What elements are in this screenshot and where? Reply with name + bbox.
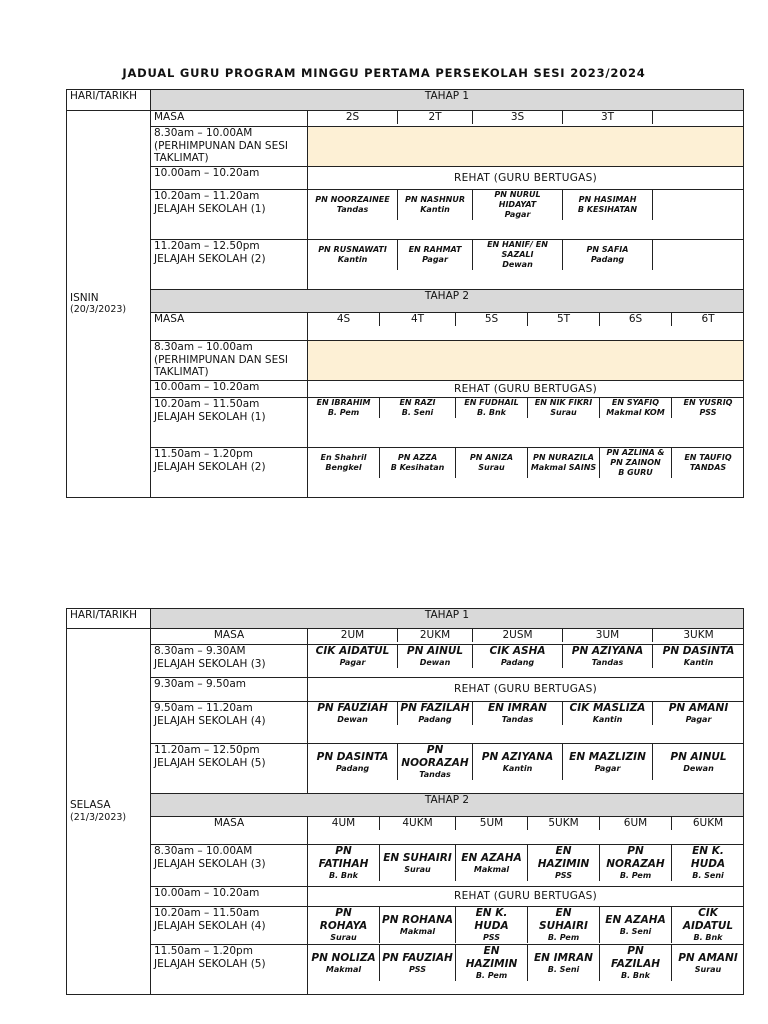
teacher-name: EN IMRAN [534,951,593,964]
duty-cell [653,190,744,220]
teacher-name: PN NORAZAH [606,845,665,870]
time-slot [151,702,308,744]
duty-cell [308,702,398,725]
duty-location: PSS [554,871,573,880]
day-cell [67,111,151,498]
duty-location: Makmal SAINS [530,463,597,472]
teacher-name: PN NURUL HIDAYAT [494,190,541,209]
time-range: 10.00am – 10.20am [154,167,260,179]
duty-row [308,845,744,887]
duty-location: B. Seni [401,408,434,417]
day-date: (21/3/2023) [70,811,127,823]
duty-location: TANDAS [689,463,727,472]
teacher-name: EN TAUFIQ [684,453,732,462]
time-slot [151,678,308,702]
activity-label: JELAJAH SEKOLAH (5) [154,957,266,970]
class-name: 2S [308,111,398,124]
duty-location: Dewan [337,715,368,724]
class-header-row [308,111,744,127]
rehat-cell: REHAT (GURU BERTUGAS) [308,678,744,702]
duty-location: Makmal [473,864,510,874]
time-slot [151,398,308,448]
masa-label: MASA [151,629,308,645]
teacher-name: PN FAUZIAH [382,951,453,964]
time-range: 9.50am – 11.20am [154,702,253,714]
teacher-name: PN FAZILAH [610,945,661,970]
duty-cell [308,190,398,220]
time-slot [151,240,308,290]
duty-cell [600,845,672,881]
duty-location: PSS [699,408,717,417]
class-header-row [308,313,744,341]
teacher-name: PN HASIMAH [578,195,637,204]
class-name: 5T [528,313,600,326]
day-name: SELASA [70,799,111,811]
time-slot [151,907,308,945]
class-name: 6S [600,313,672,326]
teacher-name: EN RAHMAT [408,245,462,254]
duty-cell [380,845,456,881]
duty-cell [398,240,473,270]
duty-cell [308,645,398,668]
time-range: 11.50am – 1.20pm [154,448,253,460]
teacher-name: PN AZZA [397,453,438,462]
class-header-row [308,629,744,645]
teacher-name: PN SAFIA [586,245,629,254]
duty-location: Pagar [685,715,712,724]
duty-cell [600,945,672,981]
page-title: JADUAL GURU PROGRAM MINGGU PERTAMA PERSEKOLAH SESI 2023/2024 [122,66,646,80]
teacher-name: PN FAUZIAH [317,702,388,714]
time-range: 11.20am – 12.50pm [154,240,260,252]
duty-location: Kantin [592,715,623,724]
class-name: 4UKM [380,817,456,830]
duty-row [308,645,744,678]
duty-cell [398,190,473,220]
duty-location: Pagar [422,255,448,264]
teacher-name: EN RAZI [399,398,436,407]
duty-row [308,398,744,448]
duty-location: B. Bnk [693,933,723,942]
duty-location: Kantin [683,658,714,667]
duty-location: Makmal [325,964,362,974]
duty-location: B. Bnk [476,408,507,417]
tahap-header: TAHAP 2 [151,290,744,313]
duty-cell [380,398,456,418]
teacher-name: PN NOLIZA [311,951,376,964]
teacher-name: CIK MASLIZA [569,702,646,714]
schedule-table [66,608,744,995]
time-slot [151,127,308,167]
class-name: 2T [398,111,473,124]
teacher-name: EN SUHAIRI [383,851,452,864]
teacher-name: EN HAZIMIN [465,945,518,970]
duty-location: B. Pem [327,408,360,417]
rehat-cell: REHAT (GURU BERTUGAS) [308,381,744,398]
class-name: 6UM [600,817,672,830]
time-range: 9.30am – 9.50am [154,678,247,690]
duty-cell [308,845,380,881]
duty-location: Padang [590,255,625,264]
duty-cell [398,702,473,725]
hari-header: HARI/TARIKH [67,90,151,111]
duty-location: Makmal KOM [606,408,665,417]
duty-row [308,448,744,498]
time-slot [151,448,308,498]
duty-location: Pagar [594,763,621,773]
teacher-name: EN HAZIMIN [537,845,590,870]
teacher-name: CIK AIDATUL [315,645,390,657]
teacher-name: EN FUDHAIL [464,398,519,407]
hari-header: HARI/TARIKH [67,609,151,629]
duty-location: Pagar [504,210,531,219]
teacher-name: EN SUHAIRI [539,907,588,932]
duty-cell [672,448,744,478]
duty-row [308,907,744,945]
teacher-name: PN NURAZILA [533,453,594,462]
duty-location: Dewan [419,658,451,667]
duty-cell [672,398,744,418]
assembly-cell [308,127,744,167]
duty-cell [600,448,672,478]
duty-cell [600,398,672,418]
duty-location: B. Bnk [328,871,359,880]
time-range: 10.20am – 11.50am [154,907,260,919]
duty-cell [528,945,600,981]
time-slot [151,341,308,381]
class-header-row [308,817,744,845]
duty-cell [456,907,528,943]
duty-cell [456,398,528,418]
time-slot [151,167,308,190]
class-name: 2USM [473,629,563,642]
duty-cell [653,744,744,780]
duty-location: Surau [404,864,431,874]
day-cell [67,629,151,995]
class-name: 4UM [308,817,380,830]
time-slot [151,945,308,995]
activity-label: JELAJAH SEKOLAH (2) [154,460,266,473]
teacher-name: EN K. HUDA [474,907,509,932]
assembly-cell [308,341,744,381]
teacher-name: EN AZAHA [461,851,522,864]
duty-location: Makmal [399,926,436,936]
duty-cell [473,702,563,725]
masa-label: MASA [151,111,308,127]
class-name: 6T [701,313,715,325]
duty-location: Padang [335,763,370,773]
teacher-name: CIK AIDATUL [682,907,734,932]
duty-location: B. Seni [619,926,652,936]
class-name: 3S [473,111,563,124]
duty-location: Bengkel [325,463,362,472]
class-name: 3T [563,111,653,124]
class-name: 4S [308,313,380,326]
teacher-name: PN RUSNAWATI [318,245,387,254]
teacher-name: En Shahril [320,453,367,462]
duty-location: B. Seni [692,871,724,880]
duty-location: Surau [478,463,505,472]
duty-cell [308,945,380,981]
teacher-name: EN IBRAHIM [316,398,371,407]
teacher-name: PN FAZILAH [400,702,470,714]
time-slot [151,190,308,240]
duty-location: B Kesihatan [390,463,445,472]
time-range: 8.30am – 10.00AM [154,127,253,139]
duty-cell [473,240,563,270]
duty-location: Surau [330,933,357,942]
day-name: ISNIN [70,291,99,304]
activity-label: (PERHIMPUNAN DAN SESI TAKLIMAT) [154,353,288,378]
teacher-name: PN DASINTA [662,645,735,657]
teacher-name: PN FATIHAH [318,845,369,870]
duty-cell [308,448,380,478]
teacher-name: EN NIK FIKRI [534,398,593,407]
masa-label: MASA [151,817,308,845]
duty-location: Pagar [339,658,366,667]
duty-location: Kantin [420,205,450,214]
duty-cell [398,744,473,780]
duty-location: Dewan [683,763,714,773]
time-slot [151,845,308,887]
class-name: 6UKM [692,817,724,829]
class-name: 3UM [563,629,653,642]
duty-location: Padang [418,715,452,724]
teacher-name: PN AZIYANA [481,750,554,763]
class-name: 5UKM [528,817,600,830]
activity-label: JELAJAH SEKOLAH (1) [154,410,266,423]
activity-label: JELAJAH SEKOLAH (3) [154,657,266,670]
duty-cell [398,645,473,668]
time-range: 10.00am – 10.20am [154,887,260,899]
duty-cell [653,702,744,725]
duty-location: B. Pem [475,971,508,980]
activity-label: JELAJAH SEKOLAH (2) [154,252,266,265]
teacher-name: PN AZIYANA [571,645,644,657]
duty-location: Tandas [419,770,451,779]
activity-label: JELAJAH SEKOLAH (4) [154,919,266,932]
masa-label: MASA [151,313,308,341]
teacher-name: EN K. HUDA [690,845,726,870]
duty-location: PSS [408,964,427,974]
teacher-name: EN MAZLIZIN [569,750,646,763]
time-range: 11.50am – 1.20pm [154,945,253,957]
duty-cell [563,190,653,220]
activity-label: (PERHIMPUNAN DAN SESI TAKLIMAT) [154,139,288,164]
teacher-name: EN YUSRIQ [683,398,733,407]
time-range: 10.20am – 11.20am [154,190,260,202]
teacher-name: PN AINUL [670,750,727,763]
duty-location: Dewan [502,260,533,269]
duty-cell [380,448,456,478]
duty-cell [653,240,744,270]
duty-cell [672,907,744,943]
class-name [653,111,744,124]
time-range: 10.00am – 10.20am [154,381,260,393]
duty-cell [473,645,563,668]
duty-row [308,702,744,744]
teacher-name: CIK ASHA [489,645,546,657]
duty-location: Surau [694,964,722,974]
teacher-name: EN HANIF/ EN SAZALI [487,240,548,259]
tahap-header: TAHAP 1 [151,609,744,629]
activity-label: JELAJAH SEKOLAH (3) [154,857,266,870]
time-range: 8.30am – 9.30AM [154,645,246,657]
time-slot [151,744,308,794]
duty-cell [456,845,528,881]
duty-location: B. Seni [547,964,580,974]
activity-label: JELAJAH SEKOLAH (5) [154,756,266,769]
duty-location: B KESIHATAN [577,205,638,214]
duty-cell [473,190,563,220]
duty-location: Tandas [501,715,534,724]
teacher-name: PN ROHAYA [319,907,368,932]
duty-cell [456,945,528,981]
duty-row [308,240,744,290]
duty-location: B GURU [618,468,653,477]
class-name: 5S [456,313,528,326]
duty-cell [456,448,528,478]
teacher-name: EN IMRAN [488,702,547,714]
duty-location: Tandas [591,658,624,667]
teacher-name: PN NOORAZAH [401,744,469,769]
teacher-name: PN AZLINA & PN ZAINON [606,448,665,467]
duty-cell [308,744,398,780]
duty-row [308,744,744,794]
duty-row [308,190,744,240]
teacher-name: PN AINUL [406,645,464,657]
teacher-name: PN ROHANA [382,913,453,926]
teacher-name: PN DASINTA [316,750,389,763]
duty-cell [528,448,600,478]
time-slot [151,645,308,678]
duty-location: Kantin [502,763,533,773]
duty-cell [528,845,600,881]
duty-location: PSS [482,933,501,942]
schedule-table [66,89,744,498]
duty-location: B. Bnk [620,971,651,980]
time-range: 8.30am – 10.00AM [154,845,253,857]
duty-cell [563,240,653,270]
tahap-header: TAHAP 1 [151,90,744,111]
activity-label: JELAJAH SEKOLAH (1) [154,202,266,215]
teacher-name: PN AMANI [668,702,729,714]
duty-row [308,945,744,995]
teacher-name: PN AMANI [678,951,738,964]
duty-cell [380,907,456,943]
time-slot [151,887,308,907]
class-name: 2UKM [398,629,473,642]
duty-location: Surau [550,408,577,417]
activity-label: JELAJAH SEKOLAH (4) [154,714,266,727]
time-range: 8.30am – 10.00am [154,341,253,353]
duty-cell [672,845,744,881]
duty-cell [308,398,380,418]
time-range: 11.20am – 12.50pm [154,744,260,756]
class-name: 2UM [308,629,398,642]
tahap-header: TAHAP 2 [151,794,744,817]
teacher-name: PN NASHNUR [404,195,466,204]
duty-cell [528,907,600,943]
duty-location: B. Pem [547,933,580,942]
duty-cell [653,645,744,668]
time-range: 10.20am – 11.50am [154,398,260,410]
rehat-cell: REHAT (GURU BERTUGAS) [308,887,744,907]
duty-cell [473,744,563,780]
time-slot [151,381,308,398]
duty-cell [528,398,600,418]
teacher-name: PN NOORZAINEE [315,195,390,204]
class-name: 4T [380,313,456,326]
duty-cell [600,907,672,943]
duty-cell [563,702,653,725]
duty-location: B. Pem [619,871,652,880]
duty-cell [380,945,456,981]
teacher-name: EN SYAFIQ [611,398,660,407]
duty-location: Kantin [337,255,368,264]
class-name: 5UM [456,817,528,830]
duty-location: Padang [500,658,535,667]
teacher-name: PN ANIZA [469,453,514,462]
teacher-name: EN AZAHA [605,913,666,926]
duty-location: Tandas [336,205,369,214]
duty-cell [308,907,380,943]
duty-cell [563,744,653,780]
duty-cell [672,945,744,981]
day-date: (20/3/2023) [70,304,127,315]
rehat-cell: REHAT (GURU BERTUGAS) [308,167,744,190]
duty-cell [563,645,653,668]
duty-cell [308,240,398,270]
class-name: 3UKM [683,629,714,641]
